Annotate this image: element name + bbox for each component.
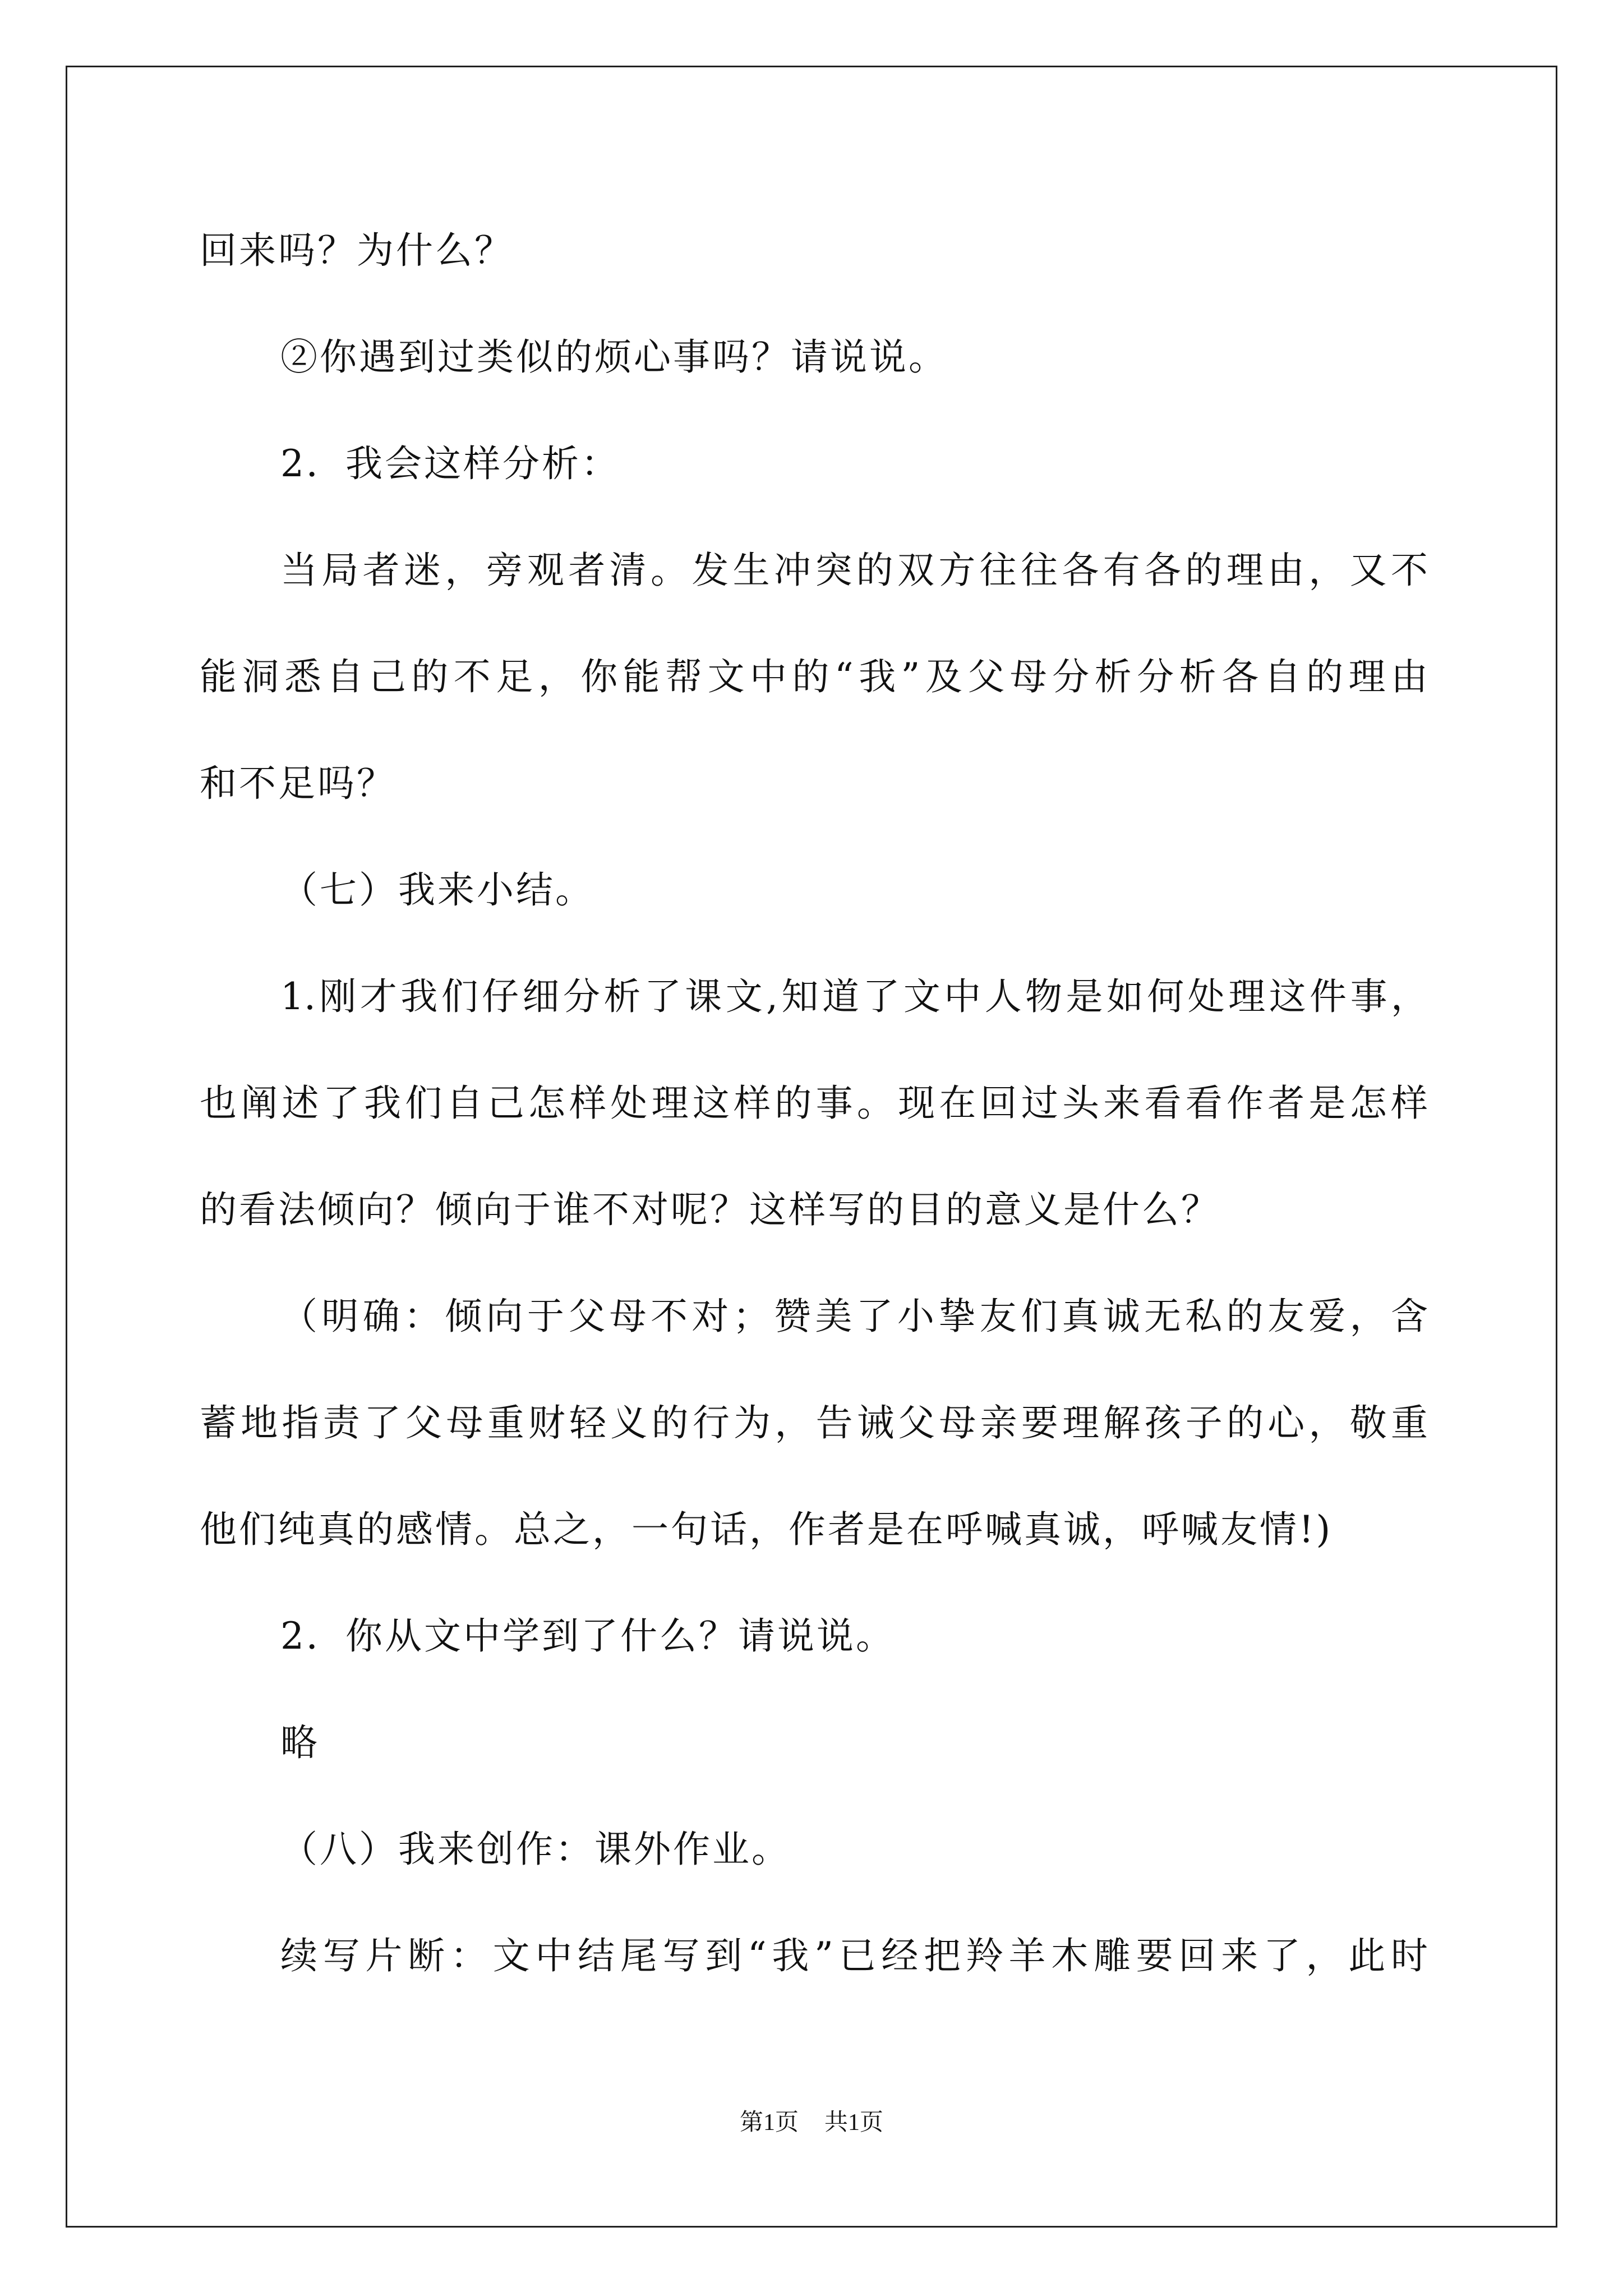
- text-line-6: 和不足吗？: [200, 762, 396, 805]
- text-line-3: 2．我会这样分析：: [280, 442, 620, 485]
- text-line-10: 的看法倾向？倾向于谁不对呢？这样写的目的意义是什么？: [200, 1188, 1220, 1231]
- text-line-15: 略: [280, 1721, 320, 1764]
- text-line-1: 回来吗？为什么？: [200, 229, 514, 272]
- section-heading-7: （七）我来小结。: [280, 868, 594, 912]
- text-line-5: 能洞悉自己的不足，你能帮文中的“我”及父母分析分析各自的理由: [200, 655, 1428, 698]
- text-line-14: 2．你从文中学到了什么？请说说。: [280, 1614, 895, 1658]
- page-footer: [0, 2110, 1623, 2135]
- text-line-17: 续写片断：文中结尾写到“我”已经把羚羊木雕要回来了，此时: [280, 1934, 1428, 1977]
- page-number: 第1页: [739, 2110, 799, 2136]
- page-border: [66, 66, 1557, 2228]
- section-heading-8: （八）我来创作：课外作业。: [280, 1828, 791, 1871]
- text-line-8: 1.刚才我们仔细分析了课文,知道了文中人物是如何处理这件事，: [280, 975, 1428, 1018]
- text-line-11: （明确：倾向于父母不对；赞美了小挚友们真诚无私的友爱，含: [280, 1295, 1428, 1338]
- text-line-2: ②你遇到过类似的烦心事吗？请说说。: [280, 335, 948, 379]
- text-line-4: 当局者迷，旁观者清。发生冲突的双方往往各有各的理由，又不: [280, 549, 1428, 592]
- text-line-12: 蓄地指责了父母重财轻义的行为，告诫父母亲要理解孩子的心，敬重: [200, 1401, 1428, 1444]
- text-line-13: 他们纯真的感情。总之，一句话，作者是在呼喊真诚，呼喊友情!): [200, 1508, 1333, 1551]
- page-total: 共1页: [824, 2110, 884, 2136]
- text-line-9: 也阐述了我们自己怎样处理这样的事。现在回过头来看看作者是怎样: [200, 1082, 1428, 1125]
